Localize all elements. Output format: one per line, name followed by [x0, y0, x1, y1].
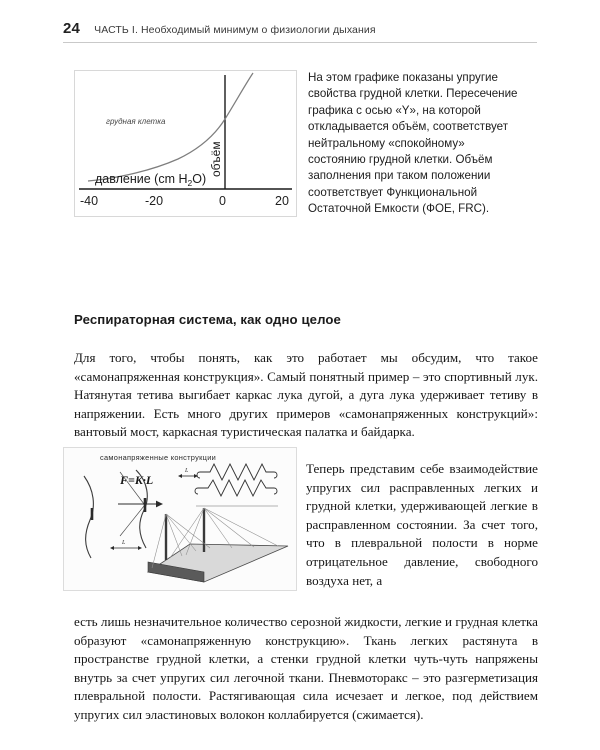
running-head [63, 20, 537, 37]
header-divider [63, 42, 537, 43]
chest-wall-curve [88, 73, 253, 181]
x-axis-title-end: O) [192, 172, 207, 186]
pressure-volume-chart [74, 70, 297, 217]
paragraph-right-column: Теперь представим себе взаимодействие упругих сил расправленных легких и грудной клетки, удерживающей легкие в расправленном состоянии. За счет того, что в плевральной полости в норме отрицательное давление, свободного воздуха нет, а [306, 461, 538, 588]
chart-xtick-label: 0 [219, 194, 226, 208]
self-stressed-constructions-figure [63, 447, 297, 591]
page-number: 24 [63, 20, 81, 37]
bow-length-label: L [122, 540, 126, 546]
running-head-title: ЧАСТЬ I. Необходимый минимум о физиологии дыхания [94, 24, 376, 36]
chart-xtick-label: -40 [80, 194, 99, 208]
constructions-svg [64, 448, 296, 590]
chart-x-axis-title [95, 172, 206, 188]
figure-title: самонапряженные конструкции [100, 453, 217, 462]
chart-y-axis-title: объём [209, 141, 223, 177]
x-axis-title-main: давление (cm H [95, 172, 188, 186]
paragraph-intro: Для того, чтобы понять, как это работает мы обсудим, что такое «самонапряженная конструкция». Самый понятный пример – это спортивный лук. Натянутая тетива выгибает каркас лука дугой, а дуга лука удерживает тетиву в напряжении. Есть много других примеров «самонапряженных конструкций»: вантовый мост, каркасная туристическая палатка и байдарка. [74, 350, 538, 440]
section-heading: Респираторная система, как одно целое [74, 311, 341, 327]
paragraph-tail: есть лишь незначительное количество серозной жидкости, легкие и грудная клетка образуют «самонапряженную конструкцию». Ткань легких растянута в пространстве грудной клетки, а стенки грудной клетки чуть-чуть напряжены внутрь за счет упругих сил легочной ткани. Пневмоторакс – это разгерметизация плевральной полости. Растягивающая сила исчезает и легкое, под действием упругих сил эластиновых волокон коллабируется (сжимается). [74, 614, 538, 723]
chart-caption: На этом графике показаны упругие свойства грудной клетки. Пересечение графика с осью «Y», на которой откладывается объём, соответствует нейтральному «спокойному» состоянию грудной клетки. Объём заполнения при таком положении соответствует Функциональной Остаточной Емкости (ФОЕ, FRC). [308, 71, 518, 216]
spring-length-label: L [185, 468, 189, 474]
chart-xtick-label: -20 [145, 194, 164, 208]
x-axis-title-subscript: 2 [187, 178, 193, 188]
figure-formula: F=K·L [120, 473, 154, 487]
chart-xtick-label: 20 [275, 194, 289, 208]
chart-svg [75, 71, 296, 216]
curve-label: грудная клетка [106, 117, 166, 126]
